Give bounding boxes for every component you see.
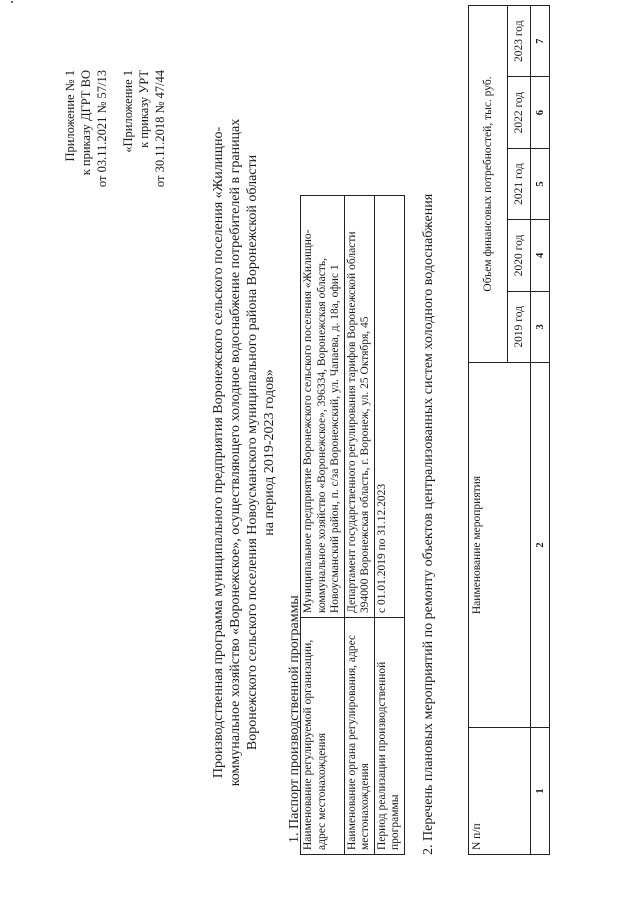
- table-header-row: [469, 6, 508, 855]
- passport-value: Департамент государственного регулирования тарифов Воронежской области 394000 Воронежская область, г. Воронеж, ул. 25 Октября, 45: [344, 196, 374, 618]
- program-title: [210, 60, 278, 845]
- scan-mark: .: [0, 0, 17, 4]
- table-row: [301, 196, 345, 855]
- column-number: 7: [531, 6, 550, 77]
- passport-table: [300, 195, 405, 855]
- table-row: [344, 196, 374, 855]
- column-number: 3: [531, 291, 550, 362]
- program-title-line4: на период 2019-2023 годов»: [262, 369, 277, 536]
- column-number: 2: [531, 363, 550, 728]
- passport-label: Период реализации производственной программы: [374, 618, 404, 855]
- section2-title: 2. Перечень плановых мероприятий по ремонту объектов централизованных систем холодного водоснабжения: [421, 193, 436, 855]
- column-header-year: 2023 год: [508, 6, 531, 77]
- table-numbering-row: [531, 6, 550, 855]
- program-title-line1: Производственная программа муниципального предприятия Воронежского сельского поселения «Жилищно-: [211, 126, 226, 779]
- column-header-financing: Объем финансовых потребностей, тыс. руб.: [469, 6, 508, 363]
- passport-label: Наименование органа регулирования, адрес местонахождения: [344, 618, 374, 855]
- column-number: 5: [531, 148, 550, 219]
- appendix-original-line2: к приказу УРТ: [137, 70, 151, 148]
- appendix-original-line1: «Приложение 1: [121, 70, 135, 153]
- section1-title: 1. Паспорт производственной программы: [287, 595, 302, 843]
- column-number: 4: [531, 220, 550, 291]
- appendix-current-header: [62, 70, 110, 187]
- appendix-current-line2: к приказу ДГРТ ВО: [79, 70, 93, 176]
- table-row: [374, 196, 404, 855]
- passport-value: Муниципальное предприятие Воронежского сельского поселения «Жилищно-коммунальное хозяйство «Воронежское», 396334, Воронежская область, Новоусманский район, п. с/за Воронежский, ул. Чапаева, д. 18а, офис 1: [301, 196, 345, 618]
- passport-label: Наименование регулируемой организации, адрес местонахождения: [301, 618, 345, 855]
- program-title-line3: Воронежского сельского поселения Новоусманского муниципального района Воронежской области: [245, 154, 260, 751]
- column-number: 6: [531, 77, 550, 148]
- appendix-original-header: [120, 70, 168, 187]
- appendix-current-line1: Приложение № 1: [63, 70, 77, 162]
- column-header-measure: Наименование мероприятия: [469, 363, 531, 728]
- measures-table: [468, 5, 550, 855]
- appendix-current-line3: от 03.11.2021 № 57/13: [95, 70, 109, 188]
- passport-value: с 01.01.2019 по 31.12.2023: [374, 196, 404, 618]
- appendix-original-line3: от 30.11.2018 № 47/44: [153, 70, 167, 188]
- column-header-year: 2019 год: [508, 291, 531, 362]
- column-header-number: N п/п: [469, 728, 531, 855]
- column-header-year: 2021 год: [508, 148, 531, 219]
- column-header-year: 2022 год: [508, 77, 531, 148]
- program-title-line2: коммунальное хозяйство «Воронежское», осуществляющего холодное водоснабжение потребителей в границах: [228, 118, 243, 787]
- column-number: 1: [531, 728, 550, 855]
- column-header-year: 2020 год: [508, 220, 531, 291]
